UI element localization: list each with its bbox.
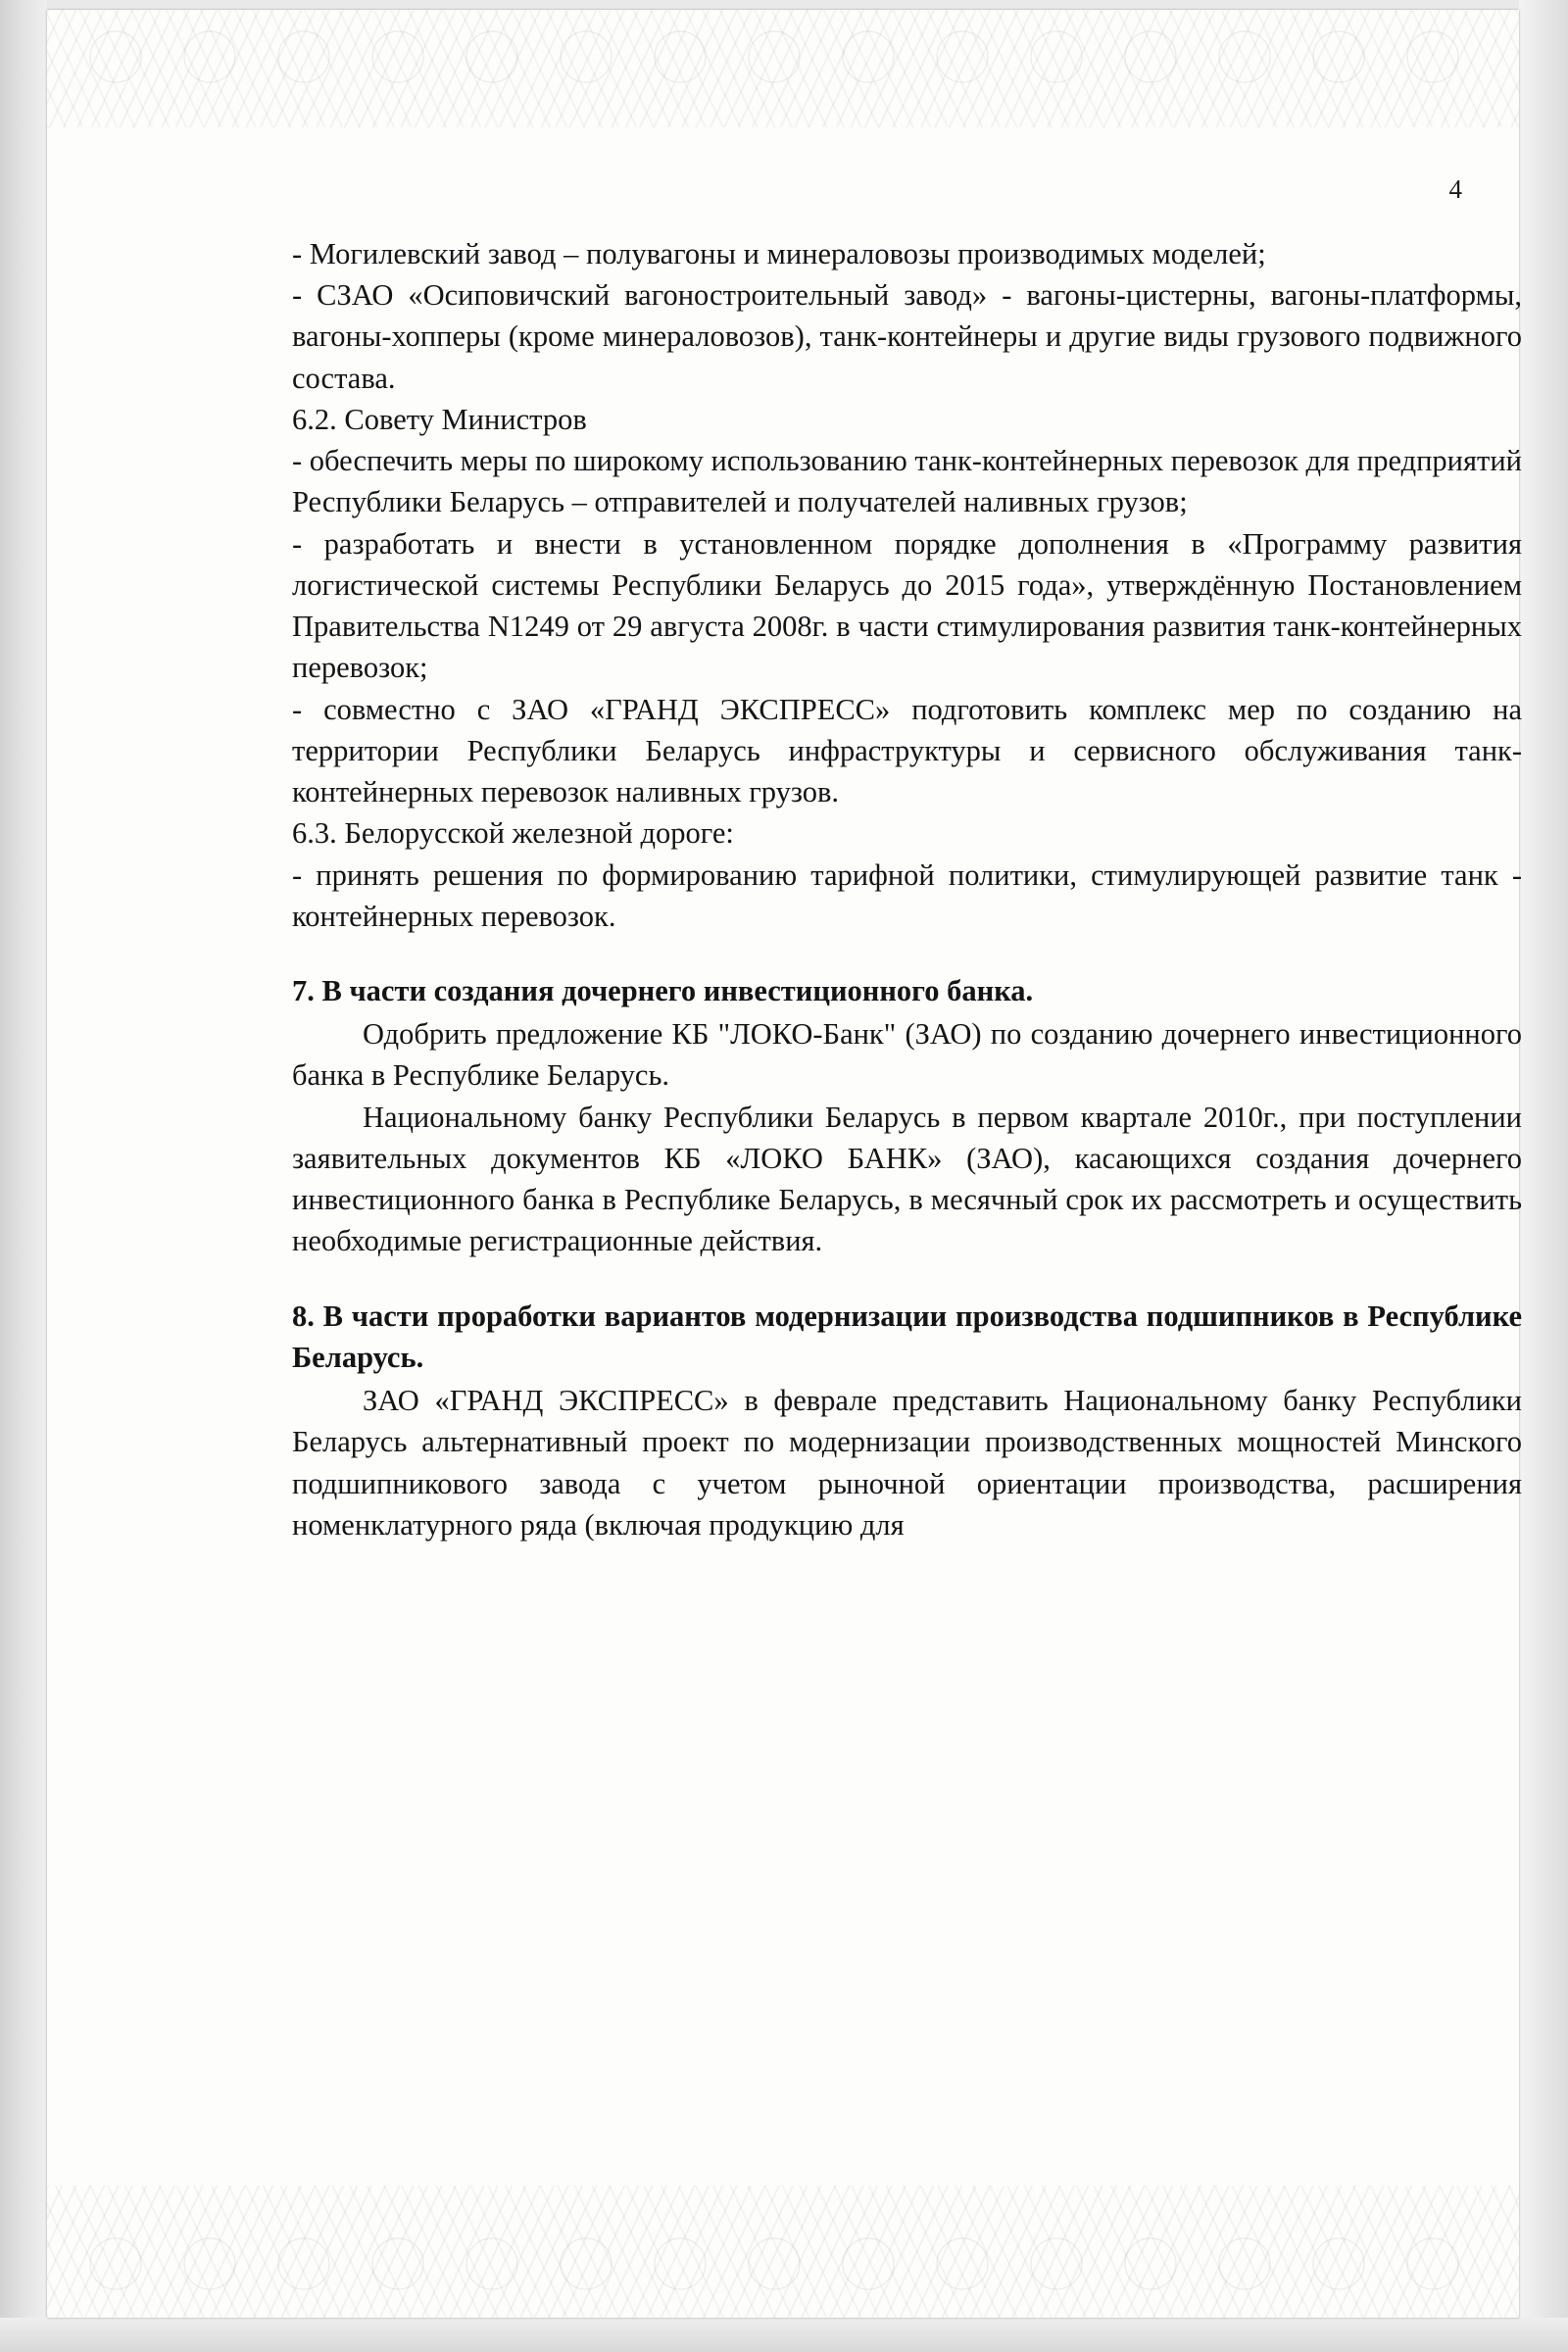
paragraph-grand-express-infrastructure: - совместно с ЗАО «ГРАНД ЭКСПРЕСС» подготовить комплекс мер по созданию на территории Республики Беларусь инфраструктуры и сервисного обслуживания танк-контейнерных перевозок наливных грузов. [292,692,1522,809]
watermark-pattern-bottom [47,2185,1519,2318]
scan-right-edge [1519,0,1568,2352]
paragraph-logistics-program-amendments: - разработать и внести в установленном порядке дополнения в «Программу развития логистической системы Республики Беларусь до 2015 года», утверждённую Постановлением Правительства N1249 от 29 августа 2008г. в части стимулирования развития танк-контейнерных перевозок; [292,526,1522,685]
paragraph-tariff-policy: - принять решения по формированию тарифной политики, стимулирующей развитие танк - контейнерных перевозок. [292,858,1522,933]
document-body [292,233,1522,1545]
paragraph-tank-container-measures: - обеспечить меры по широкому использованию танк-контейнерных перевозок для предприятий Республики Беларусь – отправителей и получателей наливных грузов; [292,444,1522,519]
scan-bottom-edge [0,2318,1568,2352]
paragraph-mogilev-plant: - Могилевский завод – полувагоны и минераловозы производимых моделей; [292,237,1266,270]
watermark-pattern-top [47,10,1519,127]
scan-left-edge [0,0,47,2352]
paragraph-loko-bank-approval: Одобрить предложение КБ "ЛОКО-Банк" (ЗАО) по созданию дочернего инвестиционного банка в Республике Беларусь. [292,1017,1522,1093]
heading-section-7: 7. В части создания дочернего инвестиционного банка. [292,973,1034,1007]
paragraph-osipovichi-plant: - СЗАО «Осиповичский вагоностроительный завод» - вагоны-цистерны, вагоны-платформы, вагоны-хопперы (кроме минераловозов), танк-контейнеры и другие виды грузового подвижного состава. [292,278,1522,395]
heading-section-8: 8. В части проработки вариантов модернизации производства подшипников в Республике Беларусь. [292,1298,1522,1374]
paragraph-national-bank-registration: Национальному банку Республики Беларусь в первом квартале 2010г., при поступлении заявительных документов КБ «ЛОКО БАНК» (ЗАО), касающихся создания дочернего инвестиционного банка в Республике Беларусь, в месячный срок их рассмотреть и осуществить необходимые регистрационные действия. [292,1100,1522,1258]
paragraph-section-6-2: 6.2. Совету Министров [292,402,587,436]
paragraph-bearing-plant-modernization: ЗАО «ГРАНД ЭКСПРЕСС» в феврале представить Национальному банку Республики Беларусь альтернативный проект по модернизации производственных мощностей Минского подшипникового завода с учетом рыночной ориентации производства, расширения номенклатурного ряда (включая продукцию для [292,1384,1522,1542]
paragraph-section-6-3: 6.3. Белорусской железной дороге: [292,816,734,851]
page-number: 4 [1448,174,1462,204]
document-page [47,10,1522,2318]
